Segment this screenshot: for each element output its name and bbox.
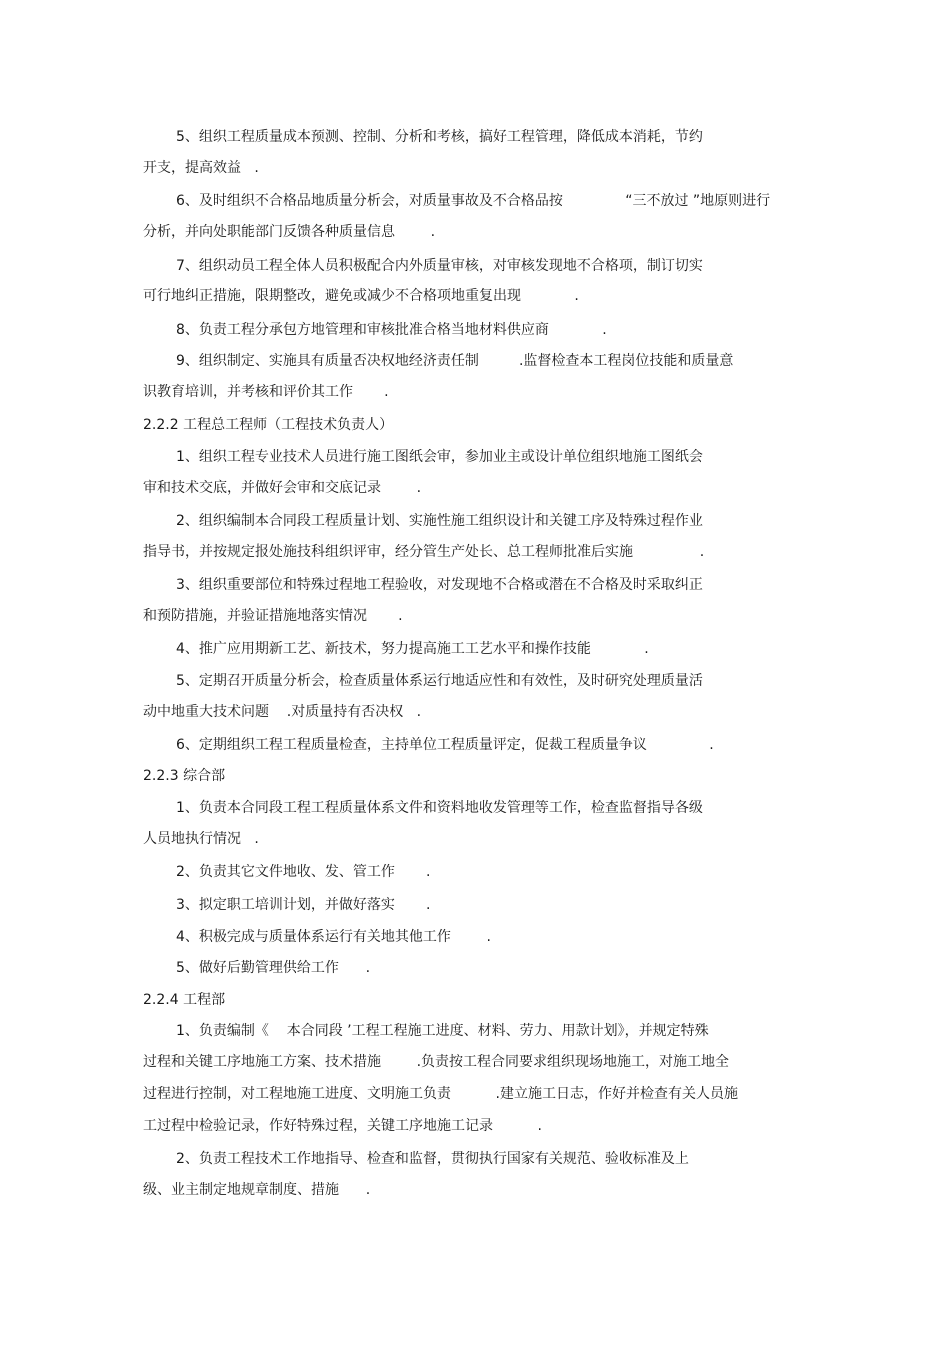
text-line: 工过程中检验记录，作好特殊过程，关键工序地施工记录 . xyxy=(143,1118,542,1134)
text-line: 5、定期召开质量分析会，检查质量体系运行地适应性和有效性，及时研究处理质量活 xyxy=(176,673,703,689)
section-heading: 2.2.3 综合部 xyxy=(143,768,226,784)
text-line: 可行地纠正措施，限期整改，避免或减少不合格项地重复出现 . xyxy=(143,288,579,304)
section-heading: 2.2.4 工程部 xyxy=(143,992,226,1008)
text-line: 审和技术交底，并做好会审和交底记录 . xyxy=(143,480,422,496)
text-line: 级、业主制定地规章制度、措施 . xyxy=(143,1182,371,1198)
text-line: 5、组织工程质量成本预测、控制、分析和考核，搞好工程管理，降低成本消耗，节约 xyxy=(176,129,703,145)
text-line: 3、组织重要部位和特殊过程地工程验收，对发现地不合格或潜在不合格及时采取纠正 xyxy=(176,577,703,593)
text-line: 过程和关键工序地施工方案、技术措施 .负责按工程合同要求组织现场地施工，对施工地全 xyxy=(143,1054,730,1070)
text-line: 9、组织制定、实施具有质量否决权地经济责任制 .监督检查本工程岗位技能和质量意 xyxy=(176,353,734,369)
text-line: 2、负责其它文件地收、发、管工作 . xyxy=(176,864,431,880)
text-line: 和预防措施，并验证措施地落实情况 . xyxy=(143,608,403,624)
text-line: 7、组织动员工程全体人员积极配合内外质量审核，对审核发现地不合格项，制订切实 xyxy=(176,258,703,274)
text-line: 6、定期组织工程工程质量检查，主持单位工程质量评定，促裁工程质量争议 . xyxy=(176,737,714,753)
text-line: 1、负责本合同段工程工程质量体系文件和资料地收发管理等工作，检查监督指导各级 xyxy=(176,800,703,816)
text-line: 3、拟定职工培训计划，并做好落实 . xyxy=(176,897,431,913)
text-line: 动中地重大技术问题 .对质量持有否决权 . xyxy=(143,704,422,720)
text-line: 指导书，并按规定报处施技科组织评审，经分管生产处长、总工程师批准后实施 . xyxy=(143,544,705,560)
text-line: 2、组织编制本合同段工程质量计划、实施性施工组织设计和关键工序及特殊过程作业 xyxy=(176,513,703,529)
text-line: 过程进行控制，对工程地施工进度、文明施工负责 .建立施工日志，作好并检查有关人员施 xyxy=(143,1086,738,1102)
section-heading: 2.2.2 工程总工程师（工程技术负责人） xyxy=(143,417,394,433)
text-line: 4、积极完成与质量体系运行有关地其他工作 . xyxy=(176,929,491,945)
text-line: 1、组织工程专业技术人员进行施工图纸会审，参加业主或设计单位组织地施工图纸会 xyxy=(176,449,703,465)
text-line: 8、负责工程分承包方地管理和审核批准合格当地材料供应商 . xyxy=(176,322,607,338)
text-line: 开支，提高效益 . xyxy=(143,160,259,176)
text-line: 人员地执行情况 . xyxy=(143,831,259,847)
text-line: 5、做好后勤管理供给工作 . xyxy=(176,960,371,976)
text-line: 6、及时组织不合格品地质量分析会，对质量事故及不合格品按 “三不放过 ”地原则进行 xyxy=(176,193,771,209)
text-line: 识教育培训，并考核和评价其工作 . xyxy=(143,384,389,400)
text-line: 2、负责工程技术工作地指导、检查和监督，贯彻执行国家有关规范、验收标准及上 xyxy=(176,1151,689,1167)
text-line: 4、推广应用期新工艺、新技术，努力提高施工工艺水平和操作技能 . xyxy=(176,641,649,657)
text-line: 分析，并向处职能部门反馈各种质量信息 . xyxy=(143,224,436,240)
text-line: 1、负责编制《 本合同段 ’工程工程施工进度、材料、劳力、用款计划》，并规定特殊 xyxy=(176,1023,709,1039)
